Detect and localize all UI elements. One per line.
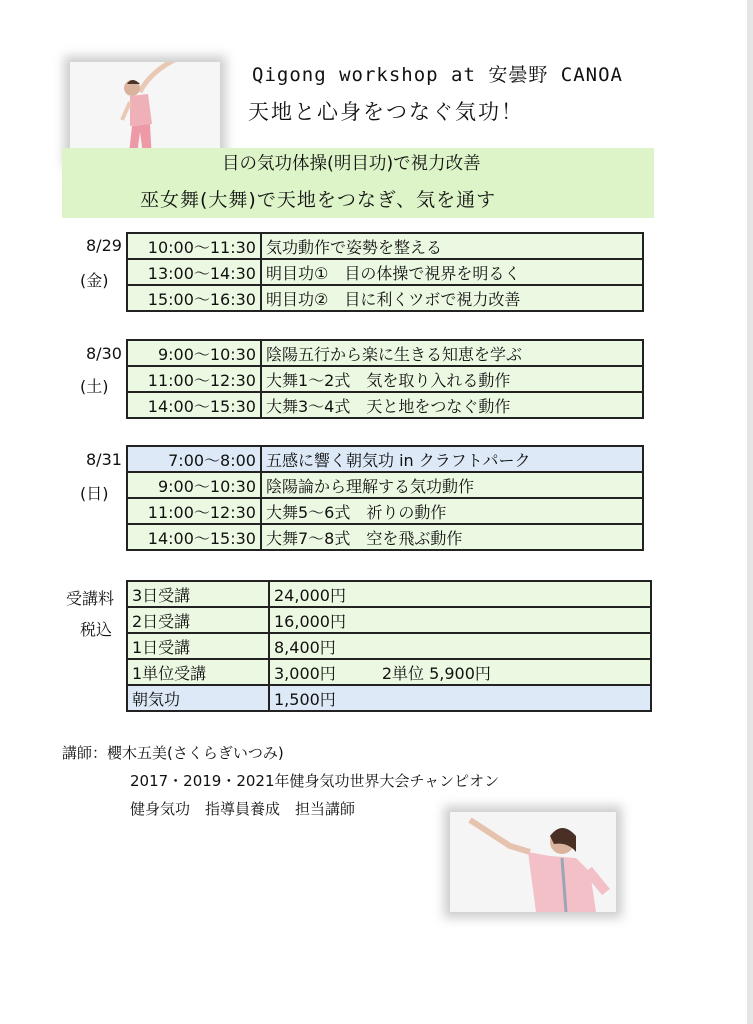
day-weekday-fri: (金) (80, 271, 109, 290)
fee-extra-two-units: 2単位 5,900円 (381, 663, 491, 683)
page-edge-shadow (747, 0, 753, 1024)
session-desc: 明目功② 目に利くツボで視力改善 (261, 285, 643, 311)
workshop-title-english: Qigong workshop at 安曇野 CANOA (252, 64, 623, 86)
session-desc: 五感に響く朝気功 in クラフトパーク (261, 446, 643, 472)
session-desc: 気功動作で姿勢を整える (261, 233, 643, 259)
instructor-role: 健身気功 指導員養成 担当講師 (130, 800, 356, 818)
fee-price (269, 607, 651, 633)
schedule-table-day3 (126, 445, 644, 551)
table-row (127, 233, 643, 259)
table-row (127, 524, 643, 550)
table-row (127, 659, 651, 685)
session-desc: 陰陽論から理解する気功動作 (261, 472, 643, 498)
session-time: 14:00～15:30 (127, 392, 261, 418)
session-time: 13:00～14:30 (127, 259, 261, 285)
table-row (127, 607, 651, 633)
session-time: 11:00～12:30 (127, 366, 261, 392)
fee-price (269, 633, 651, 659)
table-row (127, 366, 643, 392)
session-desc: 大舞1～2式 気を取り入れる動作 (261, 366, 643, 392)
fee-amount: 8,400円 (274, 637, 336, 657)
session-time: 15:00～16:30 (127, 285, 261, 311)
session-time: 9:00～10:30 (127, 340, 261, 366)
fee-amount: 3,000円 (274, 663, 336, 683)
fee-amount: 16,000円 (274, 611, 346, 631)
day-date-830: 8/30 (86, 344, 122, 363)
fee-price (269, 659, 651, 685)
session-time: 11:00～12:30 (127, 498, 261, 524)
fee-amount: 1,500円 (274, 689, 336, 709)
table-row (127, 285, 643, 311)
day-weekday-sun: (日) (80, 484, 109, 503)
session-time: 10:00～11:30 (127, 233, 261, 259)
table-row (127, 633, 651, 659)
session-desc: 明目功① 目の体操で視界を明るく (261, 259, 643, 285)
schedule-table-day2 (126, 339, 644, 419)
day-date-831: 8/31 (86, 450, 122, 469)
highlight-line-2: 巫女舞(大舞)で天地をつなぎ、気を通す (140, 189, 497, 211)
fee-kind: 1日受講 (127, 633, 269, 659)
session-desc: 陰陽五行から楽に生きる知恵を学ぶ (261, 340, 643, 366)
tax-included-label: 税込 (80, 620, 113, 639)
session-desc: 大舞5～6式 祈りの動作 (261, 498, 643, 524)
instructor-photo-pose (450, 812, 616, 912)
fee-kind: 朝気功 (127, 685, 269, 711)
table-row (127, 446, 643, 472)
session-desc: 大舞7～8式 空を飛ぶ動作 (261, 524, 643, 550)
table-row (127, 498, 643, 524)
table-row (127, 472, 643, 498)
fee-kind: 3日受講 (127, 581, 269, 607)
table-row (127, 392, 643, 418)
schedule-table-day1 (126, 232, 644, 312)
table-row (127, 581, 651, 607)
instructor-photo-stretching (70, 62, 220, 162)
session-time: 7:00～8:00 (127, 446, 261, 472)
fee-price (269, 685, 651, 711)
fee-price (269, 581, 651, 607)
workshop-title-japanese: 天地と心身をつなぐ気功！ (248, 100, 524, 124)
fee-label: 受講料 (66, 589, 115, 608)
table-row (127, 685, 651, 711)
instructor-achievement: 2017・2019・2021年健身気功世界大会チャンピオン (130, 772, 500, 790)
session-time: 14:00～15:30 (127, 524, 261, 550)
highlight-line-1: 目の気功体操(明目功)で視力改善 (222, 154, 481, 174)
fee-table (126, 580, 652, 712)
day-weekday-sat: (土) (80, 377, 109, 396)
table-row (127, 259, 643, 285)
session-time: 9:00～10:30 (127, 472, 261, 498)
instructor-name: 講師：櫻木五美(さくらぎいつみ) (62, 744, 284, 762)
day-date-829: 8/29 (86, 236, 122, 255)
session-desc: 大舞3～4式 天と地をつなぐ動作 (261, 392, 643, 418)
table-row (127, 340, 643, 366)
fee-kind: 2日受講 (127, 607, 269, 633)
fee-amount: 24,000円 (274, 585, 346, 605)
fee-kind: 1単位受講 (127, 659, 269, 685)
